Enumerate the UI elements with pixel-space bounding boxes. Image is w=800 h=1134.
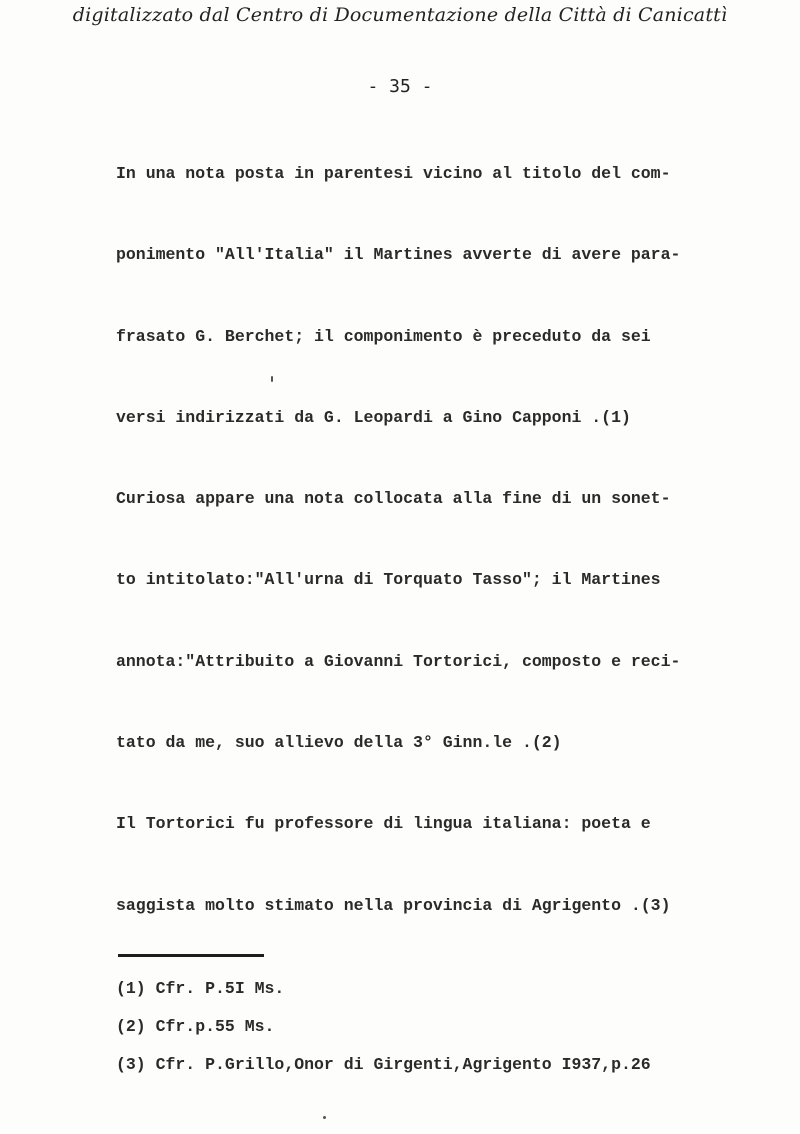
scan-speck [323,1116,326,1119]
body-line: In una nota posta in parentesi vicino al titolo del com- [116,164,671,183]
body-line: ponimento "All'Italia" il Martines avverte di avere para- [116,245,681,265]
body-text [116,160,756,973]
scan-speck [271,376,273,382]
page-number: - 35 - [367,76,433,97]
footnote-2: (2) Cfr.p.55 Ms. [116,1017,275,1036]
body-line: Il Tortorici fu professore di lingua italiana: poeta e [116,814,651,834]
digitization-watermark: digitalizzato dal Centro di Documentazione della Città di Canicattì [72,4,728,26]
footnotes [116,976,756,1090]
footnote-1: (1) Cfr. P.5I Ms. [116,979,285,998]
body-line: saggista molto stimato nella provincia di Agrigento .(3) [116,895,671,915]
footnote-separator [118,954,264,957]
footnote-3: (3) Cfr. P.Grillo,Onor di Girgenti,Agrigento I937,p.26 [116,1055,651,1074]
body-line: frasato G. Berchet; il componimento è preceduto da sei [116,326,651,346]
body-line: annota:"Attribuito a Giovanni Tortorici, composto e reci- [116,651,681,671]
body-line: to intitolato:"All'urna di Torquato Tasso"; il Martines [116,570,661,590]
body-line: versi indirizzati da G. Leopardi a Gino Capponi .(1) [116,407,631,427]
body-line: tato da me, suo allievo della 3° Ginn.le .(2) [116,733,562,753]
body-line: Curiosa appare una nota collocata alla fine di un sonet- [116,489,671,509]
